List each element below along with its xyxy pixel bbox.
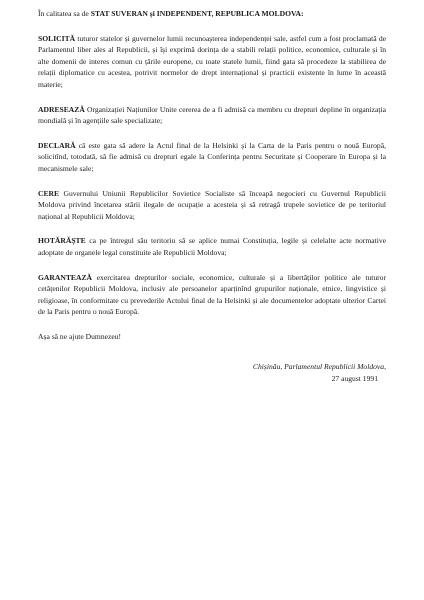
paragraph-cere bbox=[38, 188, 386, 223]
paragraph-text: tuturor statelor și guvernelor lumii recunoașterea independenței sale, astfel cum a fost proclamată de Parlamentul liber ales al Republicii, și își exprimă dorința de a stabili relații politice, economice, culturale și în alte domenii de interes comun cu țările europene, cu toate statele lumii, fiind gata să procedeze la stabilirea de relații diplomatice cu acestea, potrivit normelor de drept internațional și practicii existente în lume în această materie; bbox=[38, 33, 386, 89]
paragraph-keyword: GARANTEAZĂ bbox=[38, 272, 93, 282]
paragraph-text: Guvernului Uniunii Republicilor Sovietice Socialiste să înceapă negocieri cu Guvernul Republicii Moldova privind încetarea stării ilegale de ocupație a acesteia și să retragă trupele sovietice de pe teritoriul național al Republicii Moldova; bbox=[38, 188, 386, 221]
signature-block bbox=[38, 361, 386, 384]
paragraph-keyword: HOTĂRĂȘTE bbox=[38, 236, 86, 246]
paragraph-declara bbox=[38, 140, 386, 175]
paragraph-solicita bbox=[38, 33, 386, 91]
paragraph-keyword: DECLARĂ bbox=[38, 140, 76, 150]
closing-invocation: Așa să ne ajute Dumnezeu! bbox=[38, 331, 122, 341]
paragraph-text: Organizației Națiunilor Unite cererea de a fi admisă ca membru cu drepturi depline în organizația mondială și în agențiile sale specializate; bbox=[38, 104, 386, 126]
paragraph-hotaraste bbox=[38, 235, 386, 258]
paragraph-keyword: SOLICITĂ bbox=[38, 33, 76, 43]
signature-date: 27 august 1991 bbox=[331, 373, 378, 383]
paragraph-text: exercitarea drepturilor sociale, economice, culturale și a libertăților politice ale tuturor cetățenilor Republicii Moldova, inclusiv ale persoanelor aparținînd grupurilor naționale, etnice, lingvistice și religioase, în conformitate cu prevederile Actului final de la Helsinki și ale documentelor adoptate ulterior Cartei de la Paris pentru o nouă Europă. bbox=[38, 272, 386, 317]
intro-paragraph bbox=[38, 8, 386, 20]
paragraph-text: ca pe întregul său teritoriu să se aplice numai Constituția, legile și celelalte acte normative adoptate de organele legal constituite ale Republicii Moldova; bbox=[38, 236, 386, 257]
paragraph-keyword: ADRESEAZĂ bbox=[38, 104, 85, 114]
paragraph-keyword: CERE bbox=[38, 188, 60, 198]
signature-place: Chișinău, Parlamentul Republicii Moldova, bbox=[252, 362, 386, 372]
document-page bbox=[38, 8, 386, 384]
paragraph-adreseaza bbox=[38, 104, 386, 127]
intro-prefix: În calitatea sa de bbox=[38, 9, 91, 18]
paragraph-text: că este gata să adere la Actul final de la Helsinki și la Carta de la Paris pentru o nouă Europă, solicitînd, totodată, să fie admisă cu drepturi egale la Conferința pentru Securitate și Cooperare în Europa și la mecanismele sale; bbox=[38, 140, 386, 173]
intro-state-title: STAT SUVERAN și INDEPENDENT, REPUBLICA MOLDOVA: bbox=[90, 9, 304, 18]
paragraph-garanteaza bbox=[38, 272, 386, 318]
